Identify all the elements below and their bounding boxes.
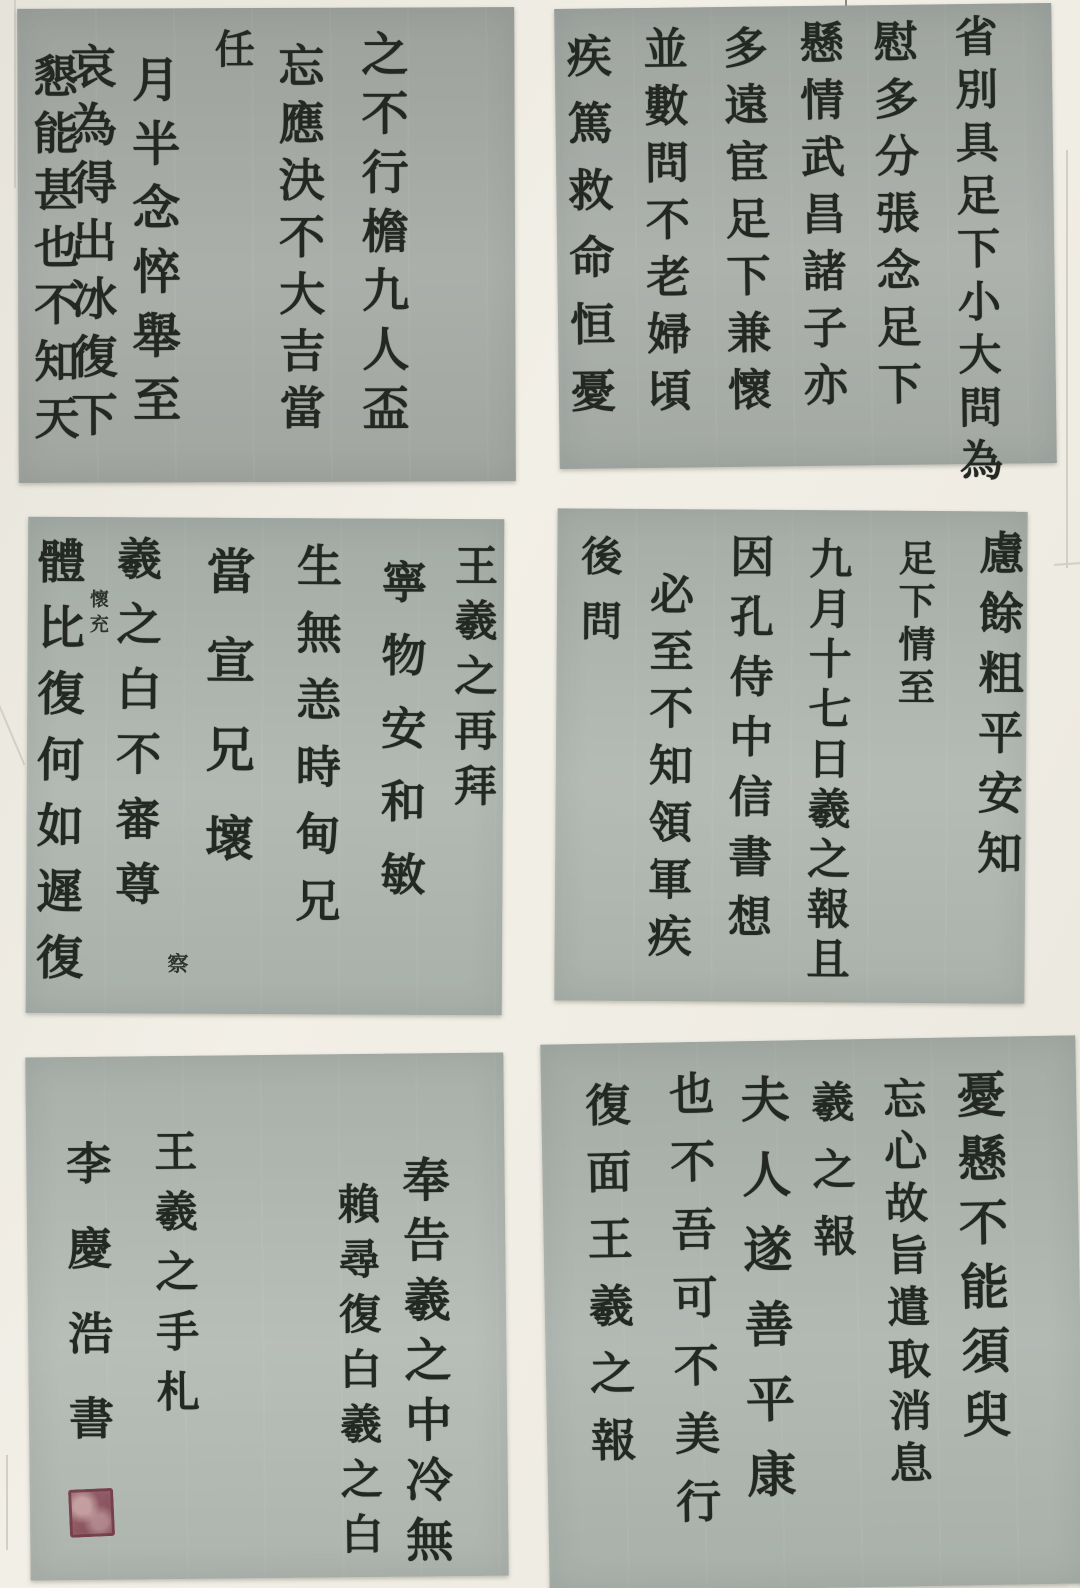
text-column: 奉告羲之中冷無 bbox=[394, 1155, 454, 1576]
text-column: 王羲之再拜 bbox=[446, 542, 499, 819]
tile-joint-left-middle bbox=[0, 700, 25, 765]
text-column: 也不吾可不美行 bbox=[660, 1069, 723, 1547]
text-column: 忘應決不大吉當 bbox=[271, 41, 327, 441]
text-column: 足下情至 bbox=[891, 538, 936, 711]
text-column: 後問 bbox=[573, 534, 623, 665]
text-column: 月半念悴舉至 bbox=[123, 54, 181, 439]
text-column: 賴尋復白羲之白 bbox=[331, 1181, 385, 1568]
artist-seal bbox=[68, 1488, 115, 1538]
text-column: 哀為得出冰復下 bbox=[63, 42, 119, 449]
text-column: 羲之報 bbox=[803, 1079, 858, 1282]
text-column: 復面王羲之報 bbox=[576, 1081, 637, 1485]
text-column: 羲之白不審尊 bbox=[107, 535, 163, 926]
work-title-column: 王羲之手札 bbox=[147, 1128, 201, 1430]
text-column: 慮餘粗平安知 bbox=[969, 529, 1025, 890]
tile-joint-left-bottom bbox=[6, 1455, 8, 1550]
text-column: 九月十七日羲之報且 bbox=[799, 536, 853, 987]
text-column: 因孔侍中信書想 bbox=[719, 533, 774, 954]
sheet-bottom-left bbox=[25, 1053, 508, 1581]
tile-joint-top-left bbox=[14, 0, 16, 188]
text-column: 必至不知領軍疾 bbox=[639, 570, 694, 971]
sheet-top-left bbox=[17, 7, 516, 483]
text-column: 生無恙時甸兄 bbox=[287, 542, 343, 945]
artist-signature-column: 李慶浩書 bbox=[58, 1139, 115, 1481]
text-column: 寧物安和敏 bbox=[372, 558, 428, 924]
text-column: 當宣兄壞 bbox=[197, 545, 257, 902]
tile-joint-right-vertical bbox=[1066, 150, 1068, 568]
text-column: 慰多分張念足下 bbox=[865, 18, 922, 419]
text-column: 任 bbox=[208, 28, 255, 69]
text-column: 多遠宦足下兼懷 bbox=[715, 24, 772, 425]
sheet-middle-right bbox=[554, 508, 1027, 1003]
collator-annotation: 懷充 bbox=[86, 589, 109, 640]
text-column: 憂懸不能須臾 bbox=[948, 1068, 1013, 1454]
text-column: 省別具足下小大問為 bbox=[947, 13, 1004, 492]
text-column: 懇能甚也不知天 bbox=[25, 52, 80, 452]
sheet-top-right bbox=[554, 3, 1057, 492]
text-column: 並數問不老婦頃 bbox=[635, 25, 692, 426]
collator-annotation: 察 bbox=[164, 952, 190, 974]
sheet-bottom-right bbox=[540, 1035, 1080, 1588]
sheet-middle-left bbox=[26, 517, 505, 1015]
text-column: 夫人遂善平康 bbox=[732, 1073, 798, 1525]
text-column: 疾篤救命恒憂 bbox=[558, 32, 617, 435]
text-column: 體比復何如遲復 bbox=[27, 536, 86, 1000]
text-column: 之不行檐九人盃 bbox=[353, 29, 410, 443]
text-column: 忘心故旨遣取消息 bbox=[875, 1075, 934, 1493]
text-column: 懸情武昌諸子亦 bbox=[791, 19, 848, 420]
